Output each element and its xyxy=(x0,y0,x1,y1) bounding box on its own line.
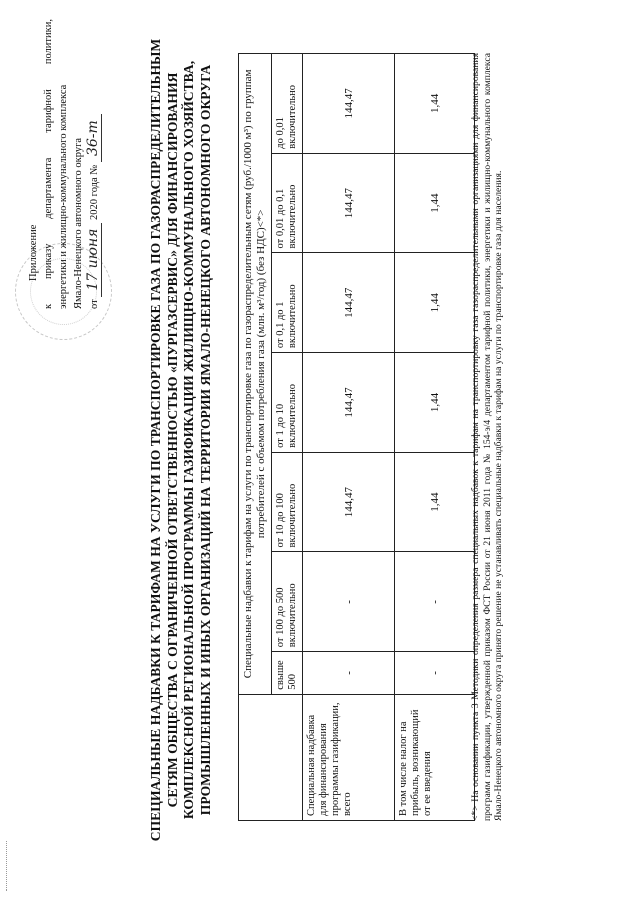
table-cell: 1,44 xyxy=(395,54,475,154)
table-cell: 1,44 xyxy=(395,452,475,552)
table-header-row xyxy=(239,54,272,821)
appendix-word: политики, xyxy=(43,19,54,65)
surcharge-table xyxy=(238,53,475,821)
table-cell: 1,44 xyxy=(395,353,475,453)
date-year-label: 2020 года № xyxy=(89,164,100,220)
column-header: от 0,01 до 0,1 включительно xyxy=(272,153,303,253)
table-cell: - xyxy=(395,652,475,695)
header-main: Специальные надбавки к тарифам на услуги по транспортировке газа по газораспределительным сетям (руб./1000 м³) по группам потребителей с объемом потребления газа (млн. м³/год) (без НДС)<*> xyxy=(239,54,272,695)
column-header: от 10 до 100 включительно xyxy=(272,452,303,552)
handwritten-date: 17 июня xyxy=(85,223,102,297)
title-line: СПЕЦИАЛЬНЫЕ НАДБАВКИ К ТАРИФАМ НА УСЛУГИ ПО ТРАНСПОРТИРОВКЕ ГАЗА ПО ГАЗОРАСПРЕДЕЛИТЕЛЬНЫМ xyxy=(148,38,163,842)
table-cell: - xyxy=(303,652,395,695)
column-header: до 0,01 включительно xyxy=(272,54,303,154)
table-cell: 1,44 xyxy=(395,253,475,353)
table-cell: - xyxy=(303,552,395,652)
appendix-header xyxy=(26,19,102,309)
document-title xyxy=(148,35,214,845)
footnote: <*> На основании пункта 3 Методики определения размера специальных надбавок к тарифам на транспортировку газа газораспределительными организациями для финансирования программ газификации, утвержденной приказом ФСТ России от 21 июня 2011 года № 154-э/4 департаментом тарифной политики, энергетики и жилищно-коммунального комплекса Ямало-Ненецкого автономного округа принято решение не устанавливать специальные надбавки к тарифам на услуги по транспортировке газа для населения. xyxy=(470,53,505,821)
appendix-word: к xyxy=(43,303,54,309)
corner-cell xyxy=(239,694,303,820)
table-cell: 144,47 xyxy=(303,153,395,253)
table-cell: - xyxy=(395,552,475,652)
table-cell: 144,47 xyxy=(303,353,395,453)
appendix-date-line xyxy=(86,19,102,309)
appendix-label: Приложение xyxy=(28,224,39,281)
appendix-word: департамента xyxy=(43,157,54,219)
date-prefix: от xyxy=(89,299,100,309)
row-label: В том числе налог на прибыль, возникающий от ее введения xyxy=(395,694,475,820)
appendix-word: приказу xyxy=(43,243,54,279)
table-row xyxy=(303,54,395,821)
page-edge-marks xyxy=(6,841,7,891)
appendix-region-line: Ямало-Ненецкого автономного округа xyxy=(73,137,84,309)
column-header: от 1 до 10 включительно xyxy=(272,353,303,453)
title-line: КОМПЛЕКСНОЙ РЕГИОНАЛЬНОЙ ПРОГРАММЫ ГАЗИФИКАЦИИ ЖИЛИЩНО-КОММУНАЛЬНОГО ХОЗЯЙСТВА, xyxy=(181,60,196,820)
table-cell: 1,44 xyxy=(395,153,475,253)
table-cell: 144,47 xyxy=(303,452,395,552)
handwritten-order-number: 36-т xyxy=(85,114,102,162)
appendix-dept-line: энергетики и жилищно-коммунального комплекса xyxy=(58,84,69,309)
title-line: СЕТЯМ ОБЩЕСТВА С ОГРАНИЧЕННОЙ ОТВЕТСТВЕННОСТЬЮ «ПУРГАЗСЕРВИС» ДЛЯ ФИНАНСИРОВАНИЯ xyxy=(164,72,180,808)
table-cell: 144,47 xyxy=(303,253,395,353)
column-header: от 0,1 до 1 включительно xyxy=(272,253,303,353)
column-header: от 100 до 500 включительно xyxy=(272,552,303,652)
title-line: ПРОМЫШЛЕННЫХ И ИНЫХ ОРГАНИЗАЦИЙ НА ТЕРРИТОРИИ ЯМАЛО-НЕНЕЦКОГО АВТОНОМНОГО ОКРУГА xyxy=(197,64,213,816)
table-row xyxy=(395,54,475,821)
table-cell: 144,47 xyxy=(303,54,395,154)
appendix-order-line xyxy=(41,19,56,309)
row-label: Специальная надбавка для финансирования программы газификации, всего xyxy=(303,694,395,820)
appendix-word: тарифной xyxy=(43,89,54,133)
column-header: свыше 500 xyxy=(272,652,303,695)
